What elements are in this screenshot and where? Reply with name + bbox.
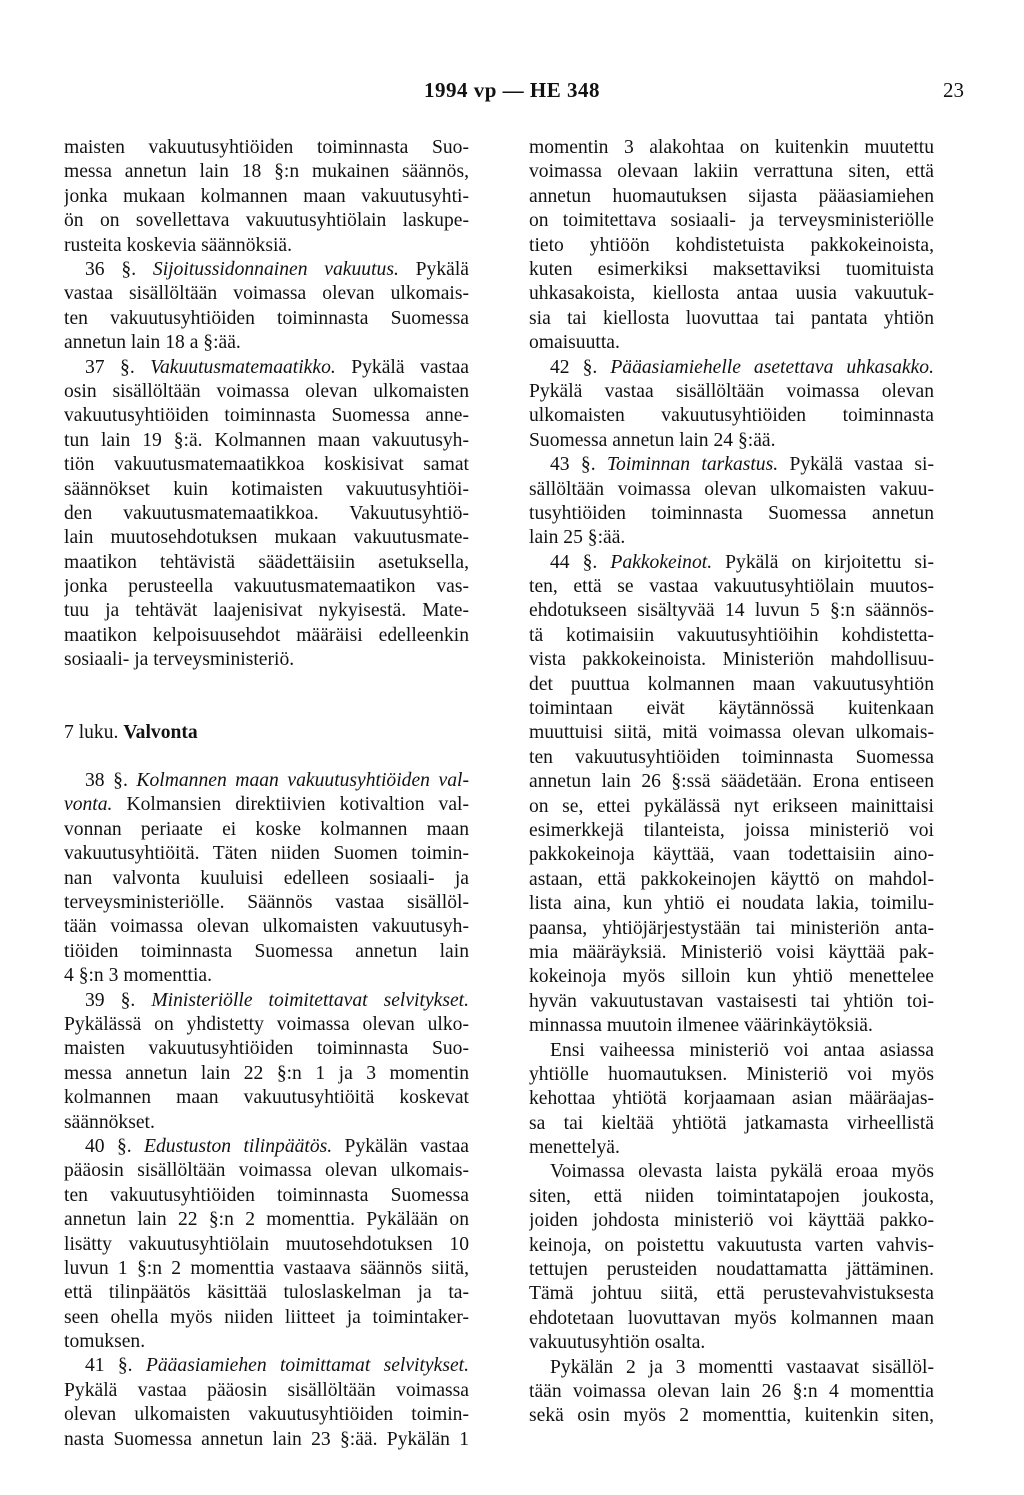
text-line [64, 940, 469, 964]
text-run: nan valvonta kuuluisi edelleen sosiaali- ja [64, 867, 469, 889]
text-line [64, 307, 469, 331]
text-line [64, 478, 469, 502]
text-line [529, 1356, 934, 1380]
text-line [529, 1185, 934, 1209]
text-line [529, 502, 934, 526]
text-line [64, 1135, 469, 1159]
text-run: 7 luku. [64, 721, 124, 743]
text-run: ten vakuutusyhtiöiden toiminnasta Suomessa [64, 307, 469, 329]
section-heading-italic: Pääasiamiehen toimittamat selvitykset. [145, 1355, 469, 1377]
text-line [529, 526, 934, 550]
section-heading-italic: Ministeriölle toimitettavat selvitykset. [151, 989, 469, 1011]
text-run: että tilinpäätös käsittää tuloslaskelman ja ta- [64, 1282, 469, 1304]
text-line [64, 282, 469, 306]
text-line [64, 648, 469, 672]
text-line [64, 136, 469, 160]
right-text-column [529, 136, 934, 1429]
text-run: annetun lain 22 §:n 2 momenttia. Pykälään on [64, 1209, 469, 1231]
running-header-title: 1994 vp — HE 348 [423, 78, 601, 102]
text-line [64, 429, 469, 453]
text-line [529, 1039, 934, 1063]
text-line [529, 429, 934, 453]
text-run: tiön vakuutusmatemaatikkoa koskisivat samat [64, 454, 469, 476]
text-line [64, 160, 469, 184]
text-line [529, 258, 934, 282]
text-run: ön on sovellettava vakuutusyhtiölain laskupe- [64, 210, 469, 232]
text-run: luvun 1 §:n 2 momenttia vastaava säännös siitä, [64, 1257, 469, 1279]
text-run: hyvän vakuutustavan vastaisesti tai yhtiön toi- [529, 990, 934, 1012]
text-run: mia määräyksiä. Ministeriö voisi käyttää pak- [529, 941, 934, 963]
text-run: maisten vakuutusyhtiöiden toiminnasta Suo- [64, 137, 469, 158]
text-line [64, 1257, 469, 1281]
text-run: pakkokeinoja käyttää, vaan todettaisiin aino- [529, 844, 934, 866]
text-run: 43 §. [550, 454, 607, 476]
text-run: sekä osin myös 2 momenttia, kuitenkin siten, [529, 1405, 934, 1427]
text-run: vakuutusyhtiöitä. Täten niiden Suomen toimin- [64, 843, 469, 865]
paragraph-gap [64, 673, 469, 697]
section-heading-italic: Pakkokeinot. [610, 551, 713, 573]
text-run: Pykälän 2 ja 3 momentti vastaavat sisällöl- [550, 1356, 934, 1378]
text-run: maisten vakuutusyhtiöiden toiminnasta Suo- [64, 1038, 469, 1060]
text-line [529, 697, 934, 721]
text-line [64, 964, 469, 988]
text-run: annetun lain 18 a §:ää. [64, 332, 241, 354]
text-run: sosiaali- ja terveysministeriö. [64, 649, 295, 671]
text-run: on toimitettava sosiaali- ja terveysministeriölle [529, 210, 934, 232]
text-line [64, 356, 469, 380]
text-line [64, 380, 469, 404]
text-line [529, 721, 934, 745]
text-run: 36 §. [85, 258, 153, 280]
text-run: tettujen perusteiden noudattamatta jättäminen. [529, 1259, 934, 1281]
text-line [64, 1306, 469, 1330]
text-line [64, 1013, 469, 1037]
text-line [64, 793, 469, 817]
text-line [529, 1282, 934, 1306]
text-run: Pykälä vastaa si- [778, 454, 934, 476]
text-run: jonka perusteella vakuutusmatemaatikon vas- [64, 576, 469, 598]
text-run: tusyhtiöiden toiminnasta Suomessa annetun [529, 502, 934, 524]
text-run: omaisuutta. [529, 332, 620, 354]
text-run: on se, ettei pykälässä nyt erikseen mainittaisi [529, 795, 934, 817]
text-line [529, 331, 934, 355]
text-line [529, 746, 934, 770]
text-run: rusteita koskevia säännöksiä. [64, 234, 292, 256]
text-run: messa annetun lain 22 §:n 1 ja 3 momentin [64, 1062, 469, 1084]
text-line [64, 867, 469, 891]
text-run: Pykälä vastaa sisällöltään voimassa olevan [529, 380, 934, 402]
text-line [529, 941, 934, 965]
text-run: vakuutusyhtiön osalta. [529, 1332, 706, 1354]
text-run: 38 §. [85, 770, 137, 792]
text-run: säännökset. [64, 1111, 155, 1133]
text-line [64, 1184, 469, 1208]
text-line [529, 185, 934, 209]
text-line [529, 136, 934, 160]
text-run: minnassa muutoin ilmenee väärinkäytöksiä. [529, 1015, 873, 1037]
text-line [529, 478, 934, 502]
paragraph-gap [64, 697, 469, 721]
text-line [529, 1209, 934, 1233]
text-run: osin sisällöltään voimassa olevan ulkomaisten [64, 380, 469, 402]
text-line [529, 1087, 934, 1111]
text-run: maatikon tehtävistä säädettäisiin asetuksella, [64, 551, 469, 573]
text-run: voimassa olevaan lakiin verrattuna siten, että [529, 161, 934, 183]
text-run: tiöiden toiminnasta Suomessa annetun lain [64, 940, 469, 962]
text-line [529, 234, 934, 258]
text-line [529, 624, 934, 648]
text-run: messa annetun lain 18 §:n mukainen säännös, [64, 161, 469, 183]
text-run: Pykälä [398, 258, 469, 280]
section-heading-italic: Kolmannen maan vakuutusyhtiöiden val- [136, 770, 469, 792]
text-run: sällöltään voimassa olevan ulkomaisten vakuu- [529, 478, 934, 500]
text-run: ten, että se vastaa vakuutusyhtiölain muutos- [529, 576, 934, 598]
text-run: ten vakuutusyhtiöiden toiminnasta Suomessa [64, 1184, 469, 1206]
text-line [529, 1404, 934, 1428]
text-run: pääosin sisällöltään voimassa olevan ulkomais- [64, 1160, 469, 1182]
text-run: joiden johdosta ministeriö voi käyttää pakko- [529, 1210, 934, 1232]
text-run: ten vakuutusyhtiöiden toiminnasta Suomessa [529, 746, 934, 768]
text-run: siten, että niiden toimintatapojen joukosta, [529, 1185, 934, 1207]
text-line [64, 1037, 469, 1061]
text-line [64, 575, 469, 599]
text-run: ehdotukseen sisältyvää 14 luvun 5 §:n säännös- [529, 600, 934, 622]
text-run: 37 §. [85, 356, 151, 378]
text-run: jonka mukaan kolmannen maan vakuutusyhti- [64, 185, 469, 207]
text-run: kolmannen maan vakuutusyhtiöitä koskevat [64, 1087, 469, 1109]
text-run: Pykälässä on yhdistetty voimassa olevan ulko- [64, 1013, 469, 1035]
text-line [529, 282, 934, 306]
section-heading-italic: vonta. [64, 794, 113, 816]
text-run: Pykälä vastaa pääosin sisällöltään voimassa [64, 1379, 469, 1401]
text-run: vakuutusyhtiöiden toiminnasta Suomessa anne- [64, 405, 469, 427]
text-run: det puuttua kolmannen maan vakuutusyhtiön [529, 673, 934, 695]
text-line [64, 624, 469, 648]
text-line [529, 1258, 934, 1282]
text-run: ehdotetaan luovuttavan myös kolmannen maan [529, 1307, 934, 1329]
text-run: 42 §. [550, 356, 611, 378]
text-run: tomuksen. [64, 1331, 146, 1353]
text-run: säännökset kuin kotimaisten vakuutusyhtiöi- [64, 478, 469, 500]
chapter-title: Valvonta [123, 721, 198, 743]
text-line [64, 502, 469, 526]
text-line [529, 819, 934, 843]
paragraph-gap [64, 745, 469, 769]
text-line [529, 648, 934, 672]
text-run: den vakuutusmatemaatikkoa. Vakuutusyhtiö- [64, 502, 469, 524]
text-line [529, 1136, 934, 1160]
text-line [64, 891, 469, 915]
text-line [64, 989, 469, 1013]
text-run: Kolmansien direktiivien kotivaltion val- [112, 794, 469, 816]
text-run: lisätty vakuutusyhtiölain muutosehdotuksen 10 [64, 1233, 469, 1255]
text-line [529, 1234, 934, 1258]
text-run: Suomessa annetun lain 24 §:ää. [529, 429, 776, 451]
text-line [64, 404, 469, 428]
page-header [0, 78, 1024, 108]
text-line [64, 1208, 469, 1232]
text-run: nasta Suomessa annetun lain 23 §:ää. Pykälän 1 [64, 1428, 469, 1450]
text-run: esimerkkejä tilanteista, joissa ministeriö voi [529, 819, 934, 841]
text-line [64, 842, 469, 866]
text-line [529, 990, 934, 1014]
text-line [64, 769, 469, 793]
text-line [529, 356, 934, 380]
text-line [64, 1233, 469, 1257]
text-line [529, 795, 934, 819]
text-run: keinoja, on poistettu vakuutusta varten vahvis- [529, 1234, 934, 1256]
text-run: yhtiölle huomautuksen. Ministeriö voi myös [529, 1063, 934, 1085]
text-line [64, 331, 469, 355]
text-line [529, 965, 934, 989]
text-run: Tämä johtuu siitä, että perustevahvistuksesta [529, 1283, 934, 1305]
text-line [64, 1111, 469, 1135]
text-run: vista pakkokeinoista. Ministeriön mahdollisuu- [529, 649, 934, 671]
text-run: annetun lain 26 §:ssä säädetään. Erona entiseen [529, 771, 934, 793]
text-line [64, 1354, 469, 1378]
text-line [64, 234, 469, 258]
text-line [64, 1086, 469, 1110]
text-run: kehottaa yhtiötä korjaamaan asian määräajas- [529, 1088, 934, 1110]
text-line [64, 1330, 469, 1354]
section-heading-italic: Vakuutusmatemaatikko. [150, 356, 336, 378]
text-run: toimintaan eivät käytännössä kuitenkaan [529, 698, 934, 720]
text-run: Pykälä vastaa [335, 356, 469, 378]
text-line [64, 818, 469, 842]
text-run: sa tai kieltää yhtiötä jatkamasta virheellistä [529, 1112, 934, 1134]
text-run: lain muutosehdotuksen mukaan vakuutusmate- [64, 527, 469, 549]
text-run: sia tai kiellosta luovuttaa tai pantata yhtiön [529, 307, 934, 329]
text-run: 44 §. [550, 551, 611, 573]
page-number: 23 [943, 78, 964, 102]
text-line [529, 1014, 934, 1038]
text-line [529, 404, 934, 428]
section-heading-italic: Sijoitussidonnainen vakuutus. [152, 258, 399, 280]
text-line [529, 551, 934, 575]
text-run: terveysministeriölle. Säännös vastaa sisällöl- [64, 892, 469, 913]
text-line [64, 915, 469, 939]
text-line [64, 1062, 469, 1086]
text-line [64, 599, 469, 623]
section-heading-italic: Pääasiamiehelle asetettava uhkasakko. [610, 356, 934, 378]
text-run: Pykälän vastaa [332, 1135, 469, 1157]
text-line [64, 1403, 469, 1427]
text-run: olevan ulkomaisten vakuutusyhtiöiden toimin- [64, 1404, 469, 1426]
text-line [64, 1159, 469, 1183]
text-run: kokeinoja myös silloin kun yhtiö menettelee [529, 966, 934, 988]
text-run: kuten esimerkiksi maksettaviksi tuomituista [529, 258, 934, 280]
text-run: tään voimassa olevan ulkomaisten vakuutusyh- [64, 916, 469, 938]
text-run: seen ohella myös niiden liitteet ja toimintaker- [64, 1306, 469, 1328]
text-line [529, 843, 934, 867]
text-run: tään voimassa olevan lain 26 §:n 4 momenttia [529, 1381, 934, 1403]
text-line [529, 770, 934, 794]
text-line [529, 599, 934, 623]
text-run: tun lain 19 §:ä. Kolmannen maan vakuutusyh- [64, 429, 469, 451]
text-run: maatikon kelpoisuusehdot määräisi edelleenkin [64, 624, 469, 646]
text-line [64, 1379, 469, 1403]
text-line [529, 1331, 934, 1355]
text-run: lain 25 §:ää. [529, 527, 626, 549]
text-run: menettelyä. [529, 1137, 620, 1159]
text-line [529, 1380, 934, 1404]
text-line [64, 209, 469, 233]
text-run: vastaa sisällöltään voimassa olevan ulkomais- [64, 283, 469, 305]
text-line [64, 185, 469, 209]
text-line [529, 209, 934, 233]
text-line [64, 1428, 469, 1452]
text-line [64, 1281, 469, 1305]
text-run: paansa, yhtiöjärjestystään tai ministeriön anta- [529, 917, 934, 939]
text-run: 40 §. [85, 1135, 145, 1157]
text-run: astaan, että pakkokeinojen käyttö on mahdol- [529, 868, 934, 890]
text-run: 4 §:n 3 momenttia. [64, 965, 213, 987]
text-line [64, 453, 469, 477]
text-line [64, 526, 469, 550]
text-line [529, 673, 934, 697]
text-line [529, 1063, 934, 1087]
text-run: momentin 3 alakohtaa on kuitenkin muutettu [529, 137, 934, 158]
text-line [64, 721, 469, 745]
text-line [529, 892, 934, 916]
text-line [529, 917, 934, 941]
text-run: 39 §. [85, 989, 152, 1011]
text-line [529, 307, 934, 331]
text-run: ulkomaisten vakuutusyhtiöiden toiminnasta [529, 405, 934, 427]
text-line [529, 1307, 934, 1331]
text-line [529, 160, 934, 184]
text-run: 41 §. [85, 1355, 146, 1377]
text-run: annetun huomautuksen sijasta pääasiamiehen [529, 185, 934, 207]
text-run: muuttuisi siitä, mitä voimassa olevan ulkomais- [529, 722, 934, 744]
text-line [529, 380, 934, 404]
section-heading-italic: Toiminnan tarkastus. [606, 454, 779, 476]
text-run: Ensi vaiheessa ministeriö voi antaa asiassa [550, 1039, 934, 1061]
text-line [529, 1160, 934, 1184]
text-line [529, 575, 934, 599]
text-run: tieto yhtiöön kohdistetuista pakkokeinoista, [529, 234, 934, 256]
text-run: tä kotimaisiin vakuutusyhtiöihin kohdistetta- [529, 624, 934, 646]
text-line [64, 551, 469, 575]
text-line [529, 1112, 934, 1136]
text-run: Pykälä on kirjoitettu si- [712, 551, 934, 573]
text-run: tuu ja tehtävät laajenisivat nykyisestä. Mate- [64, 600, 469, 622]
text-run: vonnan periaate ei koske kolmannen maan [64, 818, 469, 840]
text-run: lista aina, kun yhtiö ei noudata lakia, toimilu- [529, 893, 934, 915]
text-run: uhkasakoista, kiellosta antaa uusia vakuutuk- [529, 283, 934, 305]
text-line [529, 453, 934, 477]
text-run: Voimassa olevasta laista pykälä eroaa myös [550, 1161, 934, 1183]
left-text-column [64, 136, 469, 1452]
section-heading-italic: Edustuston tilinpäätös. [144, 1135, 333, 1157]
text-line [529, 868, 934, 892]
text-line [64, 258, 469, 282]
